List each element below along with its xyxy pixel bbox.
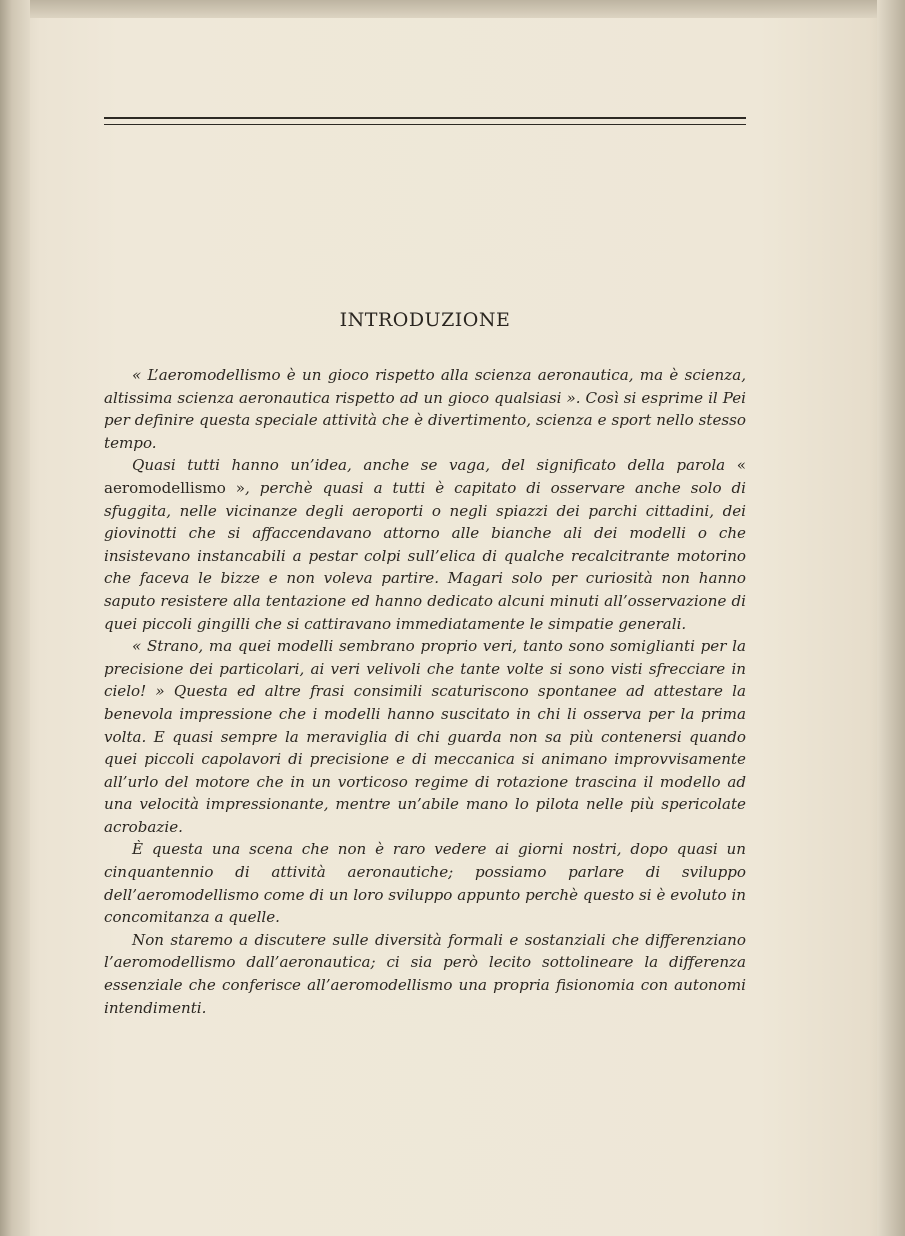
page-binding-edge — [0, 0, 30, 1236]
header-rule-thin — [104, 124, 746, 125]
paragraph-2-quoted-word: « aeromodellismo » — [104, 456, 746, 497]
paragraph-4-text: È questa una scena che non è raro vedere ai giorni nostri, dopo quasi un cinquantennio di attività aeronautiche; possiamo parlare di sviluppo dell’aeromodellismo come di un loro sviluppo appunto perchè questo si è evoluto in concomitanza a quelle. — [104, 840, 746, 927]
paragraph-5 — [104, 929, 746, 1019]
paragraph-5-text: Non staremo a discutere sulle diversità formali e sostanziali che differenziano l’aeromodellismo dall’aeronautica; ci sia però lecito sottolineare la differenza essenziale che conferisce all’aeromodellismo una propria fisionomia con autonomi intendimenti. — [104, 930, 746, 1017]
paragraph-1-text: « L’aeromodellismo è un gioco rispetto alla scienza aeronautica, ma è scienza, altissima scienza aeronautica rispetto ad un gioco qualsiasi ». Così si esprime il Pei per definire questa speciale attività che è divertimento, scienza e sport nello stesso tempo. — [104, 366, 746, 452]
paragraph-4 — [104, 838, 746, 928]
paragraph-2-text-a: Quasi tutti hanno un’idea, anche se vaga, del significato della parola — [132, 456, 737, 475]
paragraph-2-text-b: , perchè quasi a tutti è capitato di osservare anche solo di sfuggita, nelle vicinanze degli aeroporti o negli spiazzi dei parchi cittadini, dei giovinotti che si affaccendavano attorno alle bianche ali dei modelli o che insistevano instancabili a pestar colpi sull’elica di qualche recalcitrante motorino che faceva le bizze e non voleva partire. Magari solo per curiosità non hanno saputo resistere alla tentazione ed hanno dedicato alcuni minuti all’osservazione di quei piccoli gingilli che si cattiravano immediatamente le simpatie generali. — [104, 478, 746, 633]
chapter-title: INTRODUZIONE — [339, 309, 511, 331]
body-text — [104, 364, 746, 1019]
paragraph-1 — [104, 364, 746, 454]
header-rule-thick — [104, 117, 746, 119]
paragraph-3 — [104, 635, 746, 838]
paragraph-2 — [104, 454, 746, 635]
page-right-edge — [877, 0, 905, 1236]
paragraph-3-text: « Strano, ma quei modelli sembrano proprio veri, tanto sono somiglianti per la precisione dei particolari, ai veri velivoli che tante volte si sono visti sfrecciare in cielo! » Questa ed altre frasi consimili scaturiscono spontanee ad attestare la benevola impressione che i modelli hanno suscitato in chi li osserva per la prima volta. E quasi sempre la meraviglia di chi guarda non sa più contenersi quando quei piccoli capolavori di precisione e di meccanica si animano improvvisamente all’urlo del motore che in un vorticoso regime di rotazione trascina il modello ad una velocità impressionante, mentre un’abile mano lo pilota nelle più spericolate acrobazie. — [104, 637, 746, 836]
